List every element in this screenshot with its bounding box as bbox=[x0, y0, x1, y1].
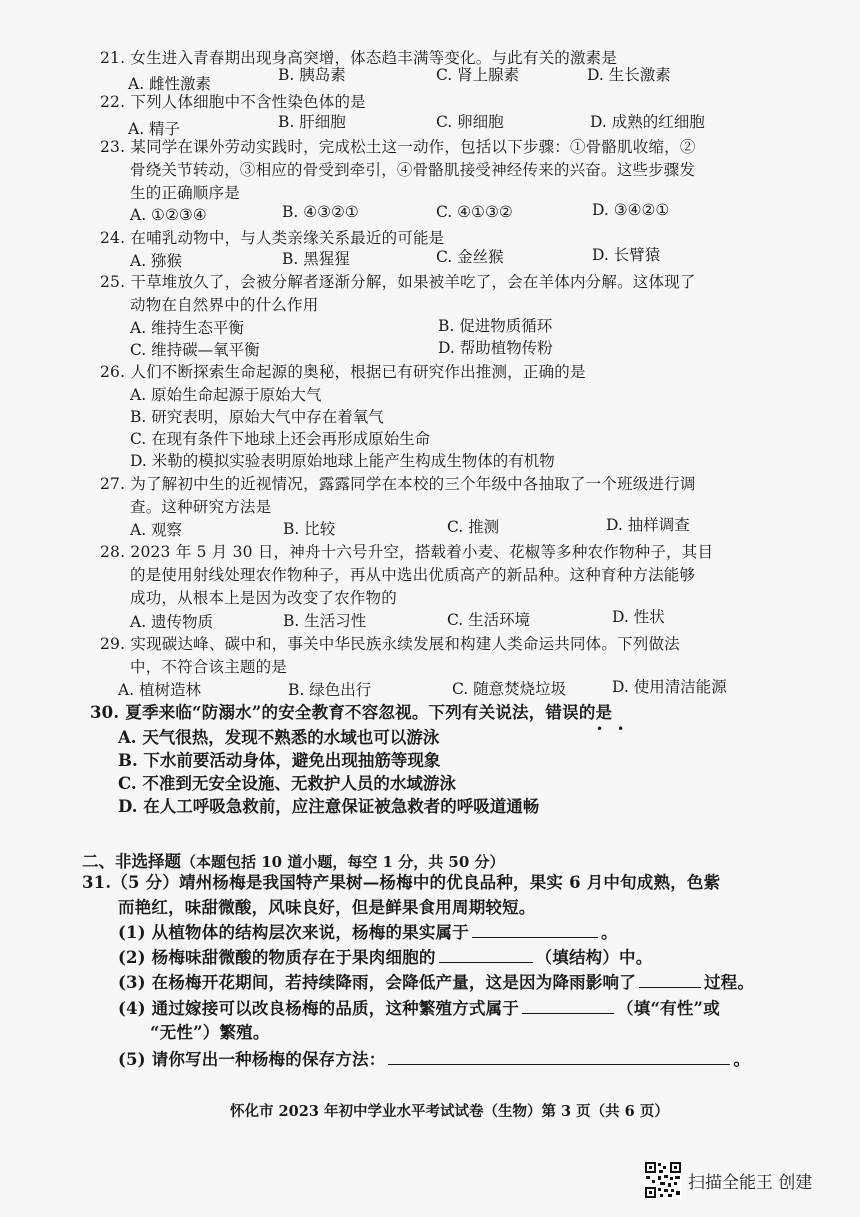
option-a: A. 原始生命起源于原始大气 bbox=[130, 386, 322, 404]
option-d: D. 使用清洁能源 bbox=[612, 678, 727, 696]
option-c: C. 随意焚烧垃圾 bbox=[452, 680, 567, 698]
option-c: C. 卵细胞 bbox=[436, 113, 504, 131]
option-b: B. 下水前要活动身体，避免出现抽筋等现象 bbox=[118, 751, 441, 770]
sub-question-4 bbox=[118, 999, 720, 1019]
question-stem-line2: 中，不符合该主题的是 bbox=[130, 658, 288, 676]
answer-blank-3[interactable] bbox=[639, 973, 701, 988]
option-d: D. 成熟的红细胞 bbox=[590, 113, 705, 131]
question-stem-line1: 25. 干草堆放久了，会被分解者逐渐分解，如果被羊吃了，会在羊体内分解。这体现了 bbox=[100, 273, 696, 291]
sub-question-4-text: (4) 通过嫁接可以改良杨梅的品质，这种繁殖方式属于 bbox=[118, 999, 520, 1018]
option-d: D. 长臂猿 bbox=[592, 246, 661, 264]
option-a: A. 天气很热，发现不熟悉的水域也可以游泳 bbox=[118, 728, 440, 747]
sub-question-5-text: (5) 请你写出一种杨梅的保存方法： bbox=[118, 1050, 386, 1069]
qr-code-icon bbox=[644, 1161, 682, 1199]
sub-question-2-end: （填结构）中。 bbox=[535, 948, 653, 967]
sub-question-4-end: （填“有性”或 bbox=[617, 999, 720, 1018]
question-stem-line1: 31.（5 分）靖州杨梅是我国特产果树—杨梅中的优良品种，果实 6 月中旬成熟，色紫 bbox=[82, 873, 721, 892]
watermark-text: 扫描全能王 创建 bbox=[688, 1172, 813, 1193]
option-d: D. 抽样调查 bbox=[606, 516, 690, 534]
sub-question-1-text: (1) 从植物体的结构层次来说，杨梅的果实属于 bbox=[118, 923, 469, 942]
option-d: D. ③④②① bbox=[592, 201, 670, 219]
option-a: A. 植树造林 bbox=[118, 681, 202, 699]
option-d: D. 米勒的模拟实验表明原始地球上能产生构成生物体的有机物 bbox=[130, 452, 555, 470]
section-title: 二、非选择题 bbox=[82, 852, 181, 871]
sub-question-3-text: (3) 在杨梅开花期间，若持续降雨，会降低产量，这是因为降雨影响了 bbox=[118, 973, 636, 992]
option-b: B. 绿色出行 bbox=[288, 681, 372, 699]
option-b: B. 肝细胞 bbox=[278, 113, 346, 131]
option-d: D. 在人工呼吸急救前，应注意保证被急救者的呼吸道通畅 bbox=[118, 797, 540, 816]
option-a: A. 遗传物质 bbox=[130, 613, 214, 631]
question-stem-line2: 动物在自然界中的什么作用 bbox=[130, 296, 319, 314]
question-stem-line1: 29. 实现碳达峰、碳中和，事关中华民族永续发展和构建人类命运共同体。下列做法 bbox=[100, 635, 680, 653]
option-c: C. 金丝猴 bbox=[436, 248, 504, 266]
question-stem: 26. 人们不断探索生命起源的奥秘，根据已有研究作出推测，正确的是 bbox=[100, 363, 586, 381]
option-d: D. 帮助植物传粉 bbox=[438, 339, 553, 357]
question-stem-line2: 的是使用射线处理农作物种子，再从中选出优质高产的新品种。这种育种方法能够 bbox=[130, 566, 696, 584]
question-stem-line2: 而艳红，味甜微酸，风味良好，但是鲜果食用周期较短。 bbox=[118, 898, 536, 917]
sub-question-2 bbox=[118, 948, 652, 968]
question-stem-line3: 生的正确顺序是 bbox=[130, 184, 240, 202]
option-c: C. 在现有条件下地球上还会再形成原始生命 bbox=[130, 430, 431, 448]
option-a: A. 猕猴 bbox=[130, 252, 183, 270]
option-b: B. ④③②① bbox=[282, 203, 359, 221]
option-c: C. 推测 bbox=[447, 518, 500, 536]
sub-question-5-end: 。 bbox=[733, 1050, 751, 1069]
question-stem: 30. 夏季来临“防溺水”的安全教育不容忽视。下列有关说法，错误的是 bbox=[90, 703, 613, 722]
question-stem-line1: 28. 2023 年 5 月 30 日，神舟十六号升空，搭载着小麦、花椒等多种农作物种子，其目 bbox=[100, 543, 714, 561]
question-stem: 24. 在哺乳动物中，与人类亲缘关系最近的可能是 bbox=[100, 229, 445, 247]
option-a: A. 雌性激素 bbox=[128, 75, 212, 93]
question-stem-line2: 骨绕关节转动，③相应的骨受到牵引，④骨骼肌接受神经传来的兴奋。这些步骤发 bbox=[130, 161, 696, 179]
option-b: B. 胰岛素 bbox=[278, 66, 346, 84]
option-b: B. 生活习性 bbox=[283, 612, 367, 630]
option-c: C. 生活环境 bbox=[447, 611, 531, 629]
answer-blank-5[interactable] bbox=[388, 1050, 730, 1065]
sub-question-4-line2: “无性”）繁殖。 bbox=[150, 1023, 270, 1042]
sub-question-5 bbox=[118, 1050, 750, 1070]
question-stem-line1: 23. 某同学在课外劳动实践时，完成松土这一动作，包括以下步骤：①骨骼肌收缩，② bbox=[100, 138, 696, 156]
option-c: C. ④①③② bbox=[436, 203, 513, 221]
emphasis-dots: •• bbox=[596, 722, 639, 736]
option-b: B. 比较 bbox=[283, 520, 336, 538]
option-c: C. 不准到无安全设施、无救护人员的水域游泳 bbox=[118, 774, 456, 793]
sub-question-1 bbox=[118, 923, 618, 943]
option-c: C. 肾上腺素 bbox=[436, 66, 520, 84]
page-footer: 怀化市 2023 年初中学业水平考试试卷（生物）第 3 页（共 6 页） bbox=[230, 1103, 669, 1120]
option-a: A. 精子 bbox=[128, 120, 181, 138]
option-b: B. 黑猩猩 bbox=[282, 250, 350, 268]
answer-blank-1[interactable] bbox=[472, 923, 598, 938]
question-stem: 22. 下列人体细胞中不含性染色体的是 bbox=[100, 93, 366, 111]
question-stem-line1: 27. 为了解初中生的近视情况，露露同学在本校的三个年级中各抽取了一个班级进行调 bbox=[100, 475, 696, 493]
answer-blank-2[interactable] bbox=[439, 948, 533, 963]
sub-question-2-text: (2) 杨梅味甜微酸的物质存在于果肉细胞的 bbox=[118, 948, 436, 967]
question-stem-line2: 查。这种研究方法是 bbox=[130, 498, 272, 516]
sub-question-1-end: 。 bbox=[600, 923, 618, 942]
option-a: A. ①②③④ bbox=[130, 206, 207, 224]
option-c: C. 维持碳—氧平衡 bbox=[130, 341, 260, 359]
question-stem-line3: 成功，从根本上是因为改变了农作物的 bbox=[130, 589, 397, 607]
scanner-watermark bbox=[644, 1161, 812, 1199]
option-a: A. 维持生态平衡 bbox=[130, 319, 245, 337]
option-b: B. 促进物质循环 bbox=[438, 317, 553, 335]
section-note: （本题包括 10 道小题，每空 1 分，共 50 分） bbox=[181, 853, 505, 871]
sub-question-3 bbox=[118, 973, 754, 993]
question-stem: 21. 女生进入青春期出现身高突增，体态趋丰满等变化。与此有关的激素是 bbox=[100, 49, 618, 67]
option-d: D. 性状 bbox=[612, 608, 665, 626]
sub-question-3-end: 过程。 bbox=[703, 973, 755, 992]
option-b: B. 研究表明，原始大气中存在着氧气 bbox=[130, 408, 384, 426]
option-a: A. 观察 bbox=[130, 521, 183, 539]
answer-blank-4[interactable] bbox=[522, 999, 614, 1014]
section-heading bbox=[82, 848, 505, 872]
option-d: D. 生长激素 bbox=[587, 66, 671, 84]
